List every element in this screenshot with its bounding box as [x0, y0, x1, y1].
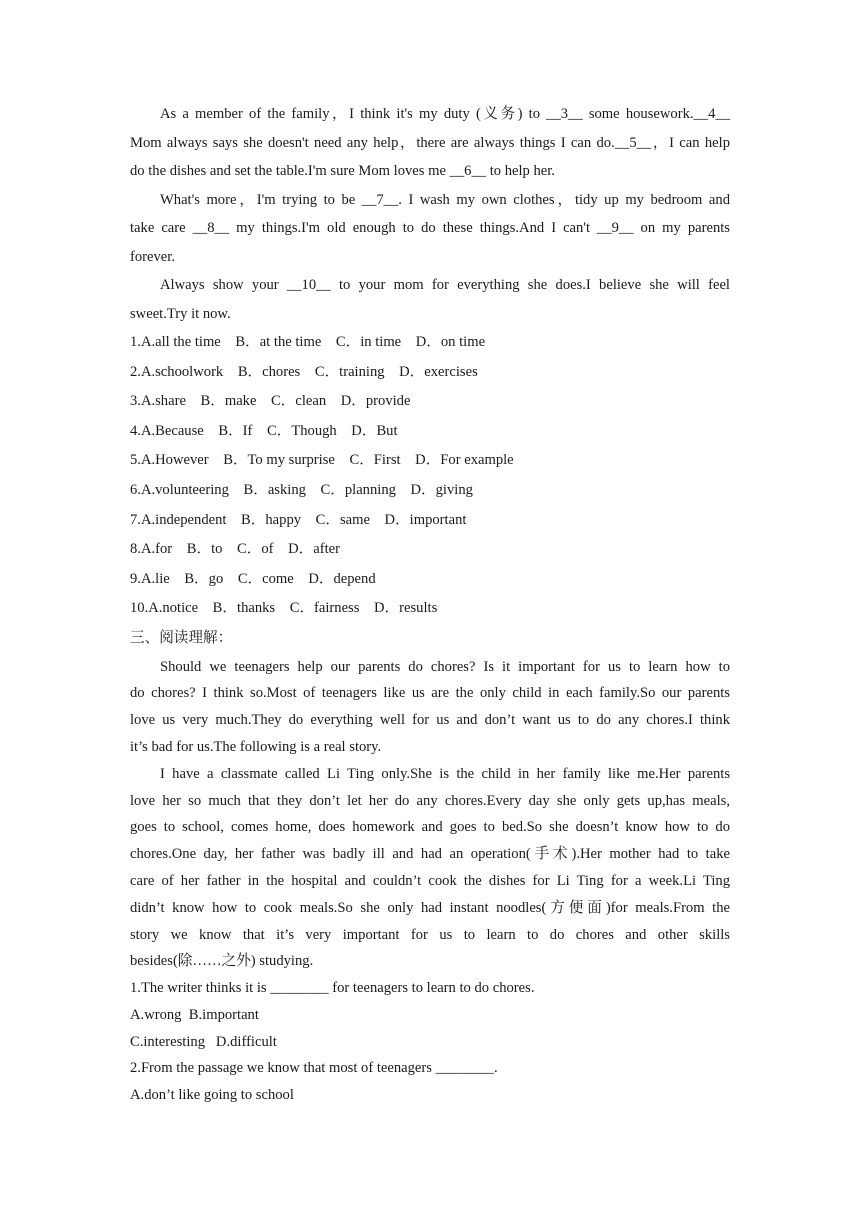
text-line: care of her father in the hospital and couldn’t cook the dishes for Li Ting for a week.Li Ting: [130, 872, 730, 889]
text-line: As a member of the family，I think it's my duty (义务) to __3__ some housework.__4__: [160, 106, 730, 122]
option-row: 9.A.lie B．go C．come D．depend: [130, 570, 376, 587]
cloze-paragraph-2: [130, 186, 730, 215]
option-row: 1.A.all the time B．at the time C．in time D．on time: [130, 334, 486, 350]
option-row: 7.A.independent B．happy C．same D．important: [130, 511, 467, 528]
text-line: love her so much that they don’t let her do any chores.Every day she only gets up,has meals,: [130, 792, 730, 809]
option-row: 8.A.for B．to C．of D．after: [130, 541, 340, 558]
text-line: Should we teenagers help our parents do chores? Is it important for us to learn how to: [160, 658, 730, 675]
question-2-option-a: A.don’t like going to school: [130, 1087, 294, 1104]
text-line: love us very much.They do everything well for us and don’t want us to do any chores.I think: [130, 712, 730, 729]
text-line: sweet.Try it now.: [130, 305, 231, 322]
reading-passage: [130, 654, 730, 976]
option-row: 10.A.notice B．thanks C．fairness D．results: [130, 600, 438, 617]
text-line: do the dishes and set the table.I'm sure Mom loves me __6__ to help her.: [130, 163, 555, 179]
cloze-paragraph-3: [130, 271, 730, 300]
question-1: 1.The writer thinks it is ________ for teenagers to learn to do chores.: [130, 980, 535, 997]
text-line: Mom always says she doesn't need any help，there are always things I can do.__5__，I can help: [130, 134, 730, 151]
text-line: chores.One day, her father was badly ill and had an operation(手术).Her mother had to take: [130, 846, 730, 863]
text-line: I have a classmate called Li Ting only.She is the child in her family like me.Her parents: [160, 765, 730, 782]
text-line: forever.: [130, 248, 175, 265]
reading-paragraph-2: [130, 761, 730, 788]
text-line: didn’t know how to cook meals.So she only had instant noodles(方便面)for meals.From the: [130, 899, 730, 916]
text-line: take care __8__ my things.I'm old enough to do these things.And I can't __9__ on my parents: [130, 220, 730, 236]
option-row: 5.A.However B．To my surprise C．First D．For example: [130, 452, 514, 469]
option-row: 6.A.volunteering B．asking C．planning D．giving: [130, 481, 473, 498]
option-row: 4.A.Because B．If C．Though D．But: [130, 422, 398, 439]
reading-questions: [130, 975, 730, 1109]
option-row: 2.A.schoolwork B．chores C．training D．exercises: [130, 363, 478, 380]
question-2: 2.From the passage we know that most of teenagers ________.: [130, 1060, 498, 1077]
document-page: [130, 100, 730, 1109]
cloze-passage: [130, 100, 730, 328]
cloze-paragraph-1: [130, 100, 730, 129]
text-line: What's more，I'm trying to be __7__. I wash my own clothes，tidy up my bedroom and: [160, 191, 730, 208]
text-line: story we know that it’s very important for us to learn to do chores and other skills: [130, 926, 730, 943]
text-line: it’s bad for us.The following is a real story.: [130, 738, 382, 755]
text-line: do chores? I think so.Most of teenagers like us are the only child in each family.So our parents: [130, 685, 730, 702]
section-heading: 三、阅读理解：: [130, 629, 233, 646]
question-1-options-ab: A.wrong B.important: [130, 1006, 259, 1023]
text-line: Always show your __10__ to your mom for everything she does.I believe she will feel: [160, 277, 730, 293]
option-row: 3.A.share B．make C．clean D．provide: [130, 393, 411, 410]
text-line: goes to school, comes home, does homework and goes to bed.So she doesn’t know how to do: [130, 819, 730, 836]
cloze-options: [130, 328, 730, 624]
reading-paragraph-1: [130, 654, 730, 681]
text-line: besides(除……之外) studying.: [130, 953, 314, 970]
question-1-options-cd: C.interesting D.difficult: [130, 1033, 277, 1050]
